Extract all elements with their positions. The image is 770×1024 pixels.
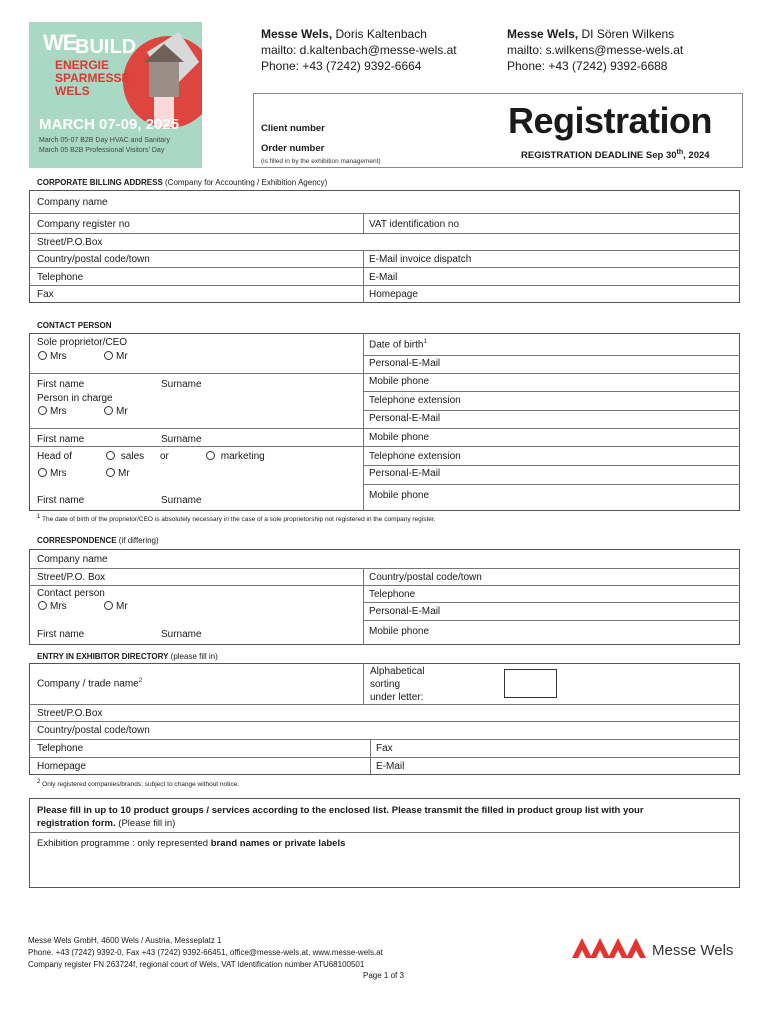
billing-email-invoice[interactable]: E-Mail invoice dispatch: [369, 254, 472, 265]
billing-heading-note: (Company for Accounting / Exhibition Agency): [162, 178, 328, 187]
person-in-charge-label: Person in charge: [37, 393, 113, 404]
dir-alpha-label: [370, 665, 424, 704]
radio-icon: [106, 468, 115, 477]
radio-icon: [206, 451, 215, 460]
head-mr-label: Mr: [118, 468, 130, 479]
contact2-company: Messe Wels,: [507, 27, 579, 41]
footnote1-sup: 1: [37, 514, 41, 520]
dir-heading-text: ENTRY IN EXHIBITOR DIRECTORY: [37, 652, 169, 661]
billing-heading-text: CORPORATE BILLING ADDRESS: [37, 178, 163, 187]
contact2-mail[interactable]: mailto: s.wilkens@messe-wels.at: [507, 43, 684, 57]
messe-wels-mark-icon: [572, 934, 650, 962]
head-surname[interactable]: Surname: [161, 495, 202, 506]
dir-telephone[interactable]: Telephone: [37, 743, 84, 754]
pic-tel-ext[interactable]: Telephone extension: [369, 395, 461, 406]
footnote-1: [37, 514, 436, 523]
deadline-year: , 2024: [683, 150, 710, 162]
billing-register-no[interactable]: Company register no: [37, 219, 130, 230]
dir-sup: 2: [138, 678, 143, 684]
contact-block-1: [261, 26, 457, 74]
corr-country[interactable]: Country/postal code/town: [369, 572, 482, 583]
filled-note: (is filled in by the exhibition management): [261, 158, 381, 165]
alpha-line1: Alphabetical: [370, 666, 425, 677]
logo-sub1: March 05-07 B2B Day HVAC and Sanitary: [39, 137, 170, 144]
dir-heading-note: (please fill in): [168, 652, 218, 661]
billing-fax[interactable]: Fax: [37, 289, 54, 300]
radio-icon: [104, 601, 113, 610]
order-number-label: Order number: [261, 143, 325, 154]
products-line2-note: (Please fill in): [115, 818, 176, 829]
billing-email[interactable]: E-Mail: [369, 272, 398, 283]
head-mobile[interactable]: Mobile phone: [369, 490, 430, 501]
logo-sparmesse: SPARMESSE: [55, 71, 130, 85]
billing-country[interactable]: Country/postal code/town: [37, 254, 150, 265]
deadline-text: REGISTRATION DEADLINE Sep 30: [521, 150, 677, 162]
head-of-label: Head of: [37, 451, 73, 462]
logo-date: MARCH 07-09, 2025: [39, 116, 180, 133]
radio-icon: [38, 406, 47, 415]
contact-heading: CONTACT PERSON: [37, 321, 112, 330]
billing-homepage[interactable]: Homepage: [369, 289, 418, 300]
corr-street[interactable]: Street/P.O. Box: [37, 572, 106, 583]
corr-first-name[interactable]: First name: [37, 629, 85, 640]
footer-line3: Company register FN 263724f, regional court of Wels, VAT identification number ATU68100501: [28, 960, 365, 969]
pic-mobile[interactable]: Mobile phone: [369, 432, 430, 443]
footer-line2: Phone. +43 (7242) 9392-0, Fax +43 (7242) 9392-66451, office@messe-wels.at, www.messe-wels.at: [28, 948, 383, 957]
corr-contact-person: Contact person: [37, 588, 105, 599]
corr-mr-radio[interactable]: [104, 601, 128, 612]
sole-surname[interactable]: Surname: [161, 379, 202, 390]
exhibition-programme[interactable]: [37, 838, 345, 849]
head-mr-radio[interactable]: [106, 468, 130, 479]
sole-mobile[interactable]: Mobile phone: [369, 376, 430, 387]
pic-mrs-radio[interactable]: [38, 406, 67, 417]
sole-proprietor-label: Sole proprietor/CEO: [37, 337, 128, 348]
alpha-line2: sorting: [370, 679, 401, 690]
footnote2-sup: 2: [37, 779, 41, 785]
or-label: or: [160, 451, 169, 462]
contact1-company: Messe Wels,: [261, 27, 333, 41]
dir-company-trade-text: Company / trade name: [37, 678, 139, 690]
radio-icon: [104, 406, 113, 415]
brand-name: Messe Wels: [652, 942, 734, 959]
messe-wels-logo: [572, 934, 752, 962]
logo-build: BUILD: [75, 36, 137, 58]
billing-vat[interactable]: VAT identification no: [369, 219, 460, 230]
dob-text: Date of birth: [369, 339, 424, 351]
head-first-name[interactable]: First name: [37, 495, 85, 506]
footnote1-text: The date of birth of the proprietor/CEO is absolutely necessary in the case of a sole proprietorship not registered in the company register.: [42, 516, 436, 524]
sole-mrs-label: Mrs: [50, 351, 67, 362]
corr-surname[interactable]: Surname: [161, 629, 202, 640]
products-instruction-1: Please fill in up to 10 product groups / services according to the enclosed list. Please transmit the filled in product group list with your: [37, 805, 644, 816]
corr-mr-label: Mr: [116, 601, 128, 612]
footer-address: [28, 935, 383, 971]
deadline-sup: th: [676, 149, 684, 156]
contact2-name: DI Sören Wilkens: [578, 27, 675, 41]
pic-first-name[interactable]: First name: [37, 434, 85, 445]
programme-text: Exhibition programme : only represented: [37, 838, 211, 849]
pic-mr-radio[interactable]: [104, 406, 128, 417]
sales-label: sales: [120, 451, 145, 462]
sole-mr-label: Mr: [116, 351, 128, 362]
webuild-logo: [29, 22, 202, 168]
radio-icon: [38, 601, 47, 610]
marketing-label: marketing: [220, 451, 265, 462]
head-mrs-label: Mrs: [50, 468, 67, 479]
dob-sup: 1: [423, 339, 427, 345]
corr-personal-email[interactable]: Personal-E-Mail: [369, 606, 441, 617]
dir-fax[interactable]: Fax: [376, 743, 393, 754]
corr-mrs-label: Mrs: [50, 601, 67, 612]
corr-company-name[interactable]: Company name: [37, 554, 108, 565]
programme-bold: brand names or private labels: [210, 838, 346, 849]
sales-radio[interactable]: [106, 451, 144, 462]
contact1-name: Doris Kaltenbach: [332, 27, 427, 41]
registration-deadline: [521, 149, 710, 161]
corr-mobile[interactable]: Mobile phone: [369, 626, 430, 637]
alpha-letter-input[interactable]: [504, 669, 557, 698]
pic-surname[interactable]: Surname: [161, 434, 202, 445]
date-of-birth[interactable]: [369, 339, 427, 350]
dir-street[interactable]: Street/P.O.Box: [37, 708, 103, 719]
billing-company-name[interactable]: Company name: [37, 197, 108, 208]
contact-block-2: [507, 26, 683, 74]
corr-mrs-radio[interactable]: [38, 601, 67, 612]
pic-personal-email[interactable]: Personal-E-Mail: [369, 413, 441, 424]
billing-street[interactable]: Street/P.O.Box: [37, 237, 103, 248]
logo-energie: ENERGIE: [55, 58, 110, 72]
contact1-phone: Phone: +43 (7242) 9392-6664: [261, 59, 422, 73]
contact1-mail[interactable]: mailto: d.kaltenbach@messe-wels.at: [261, 43, 457, 57]
alpha-line3: under letter:: [370, 692, 424, 703]
billing-heading: [37, 178, 327, 187]
logo-sub2: March 05 B2B Professional Visitors' Day: [39, 147, 165, 154]
corr-heading-note: (if differing): [116, 536, 159, 545]
directory-heading: [37, 652, 218, 661]
correspondence-heading: [37, 536, 159, 545]
corr-heading-text: CORRESPONDENCE: [37, 536, 117, 545]
client-number-label: Client number: [261, 123, 325, 134]
pic-mr-label: Mr: [116, 406, 128, 417]
head-tel-ext[interactable]: Telephone extension: [369, 451, 461, 462]
sole-personal-email[interactable]: Personal-E-Mail: [369, 358, 441, 369]
radio-icon: [104, 351, 113, 360]
radio-icon: [38, 468, 47, 477]
dir-homepage[interactable]: Homepage: [37, 761, 86, 772]
billing-box: [29, 190, 740, 303]
billing-telephone[interactable]: Telephone: [37, 272, 84, 283]
footer-line1: Messe Wels GmbH, 4600 Wels / Austria, Messeplatz 1: [28, 936, 222, 945]
corr-telephone[interactable]: Telephone: [369, 589, 416, 600]
products-instruction-2: [37, 818, 175, 829]
dir-email[interactable]: E-Mail: [376, 761, 405, 772]
marketing-radio[interactable]: [206, 451, 265, 462]
radio-icon: [38, 351, 47, 360]
logo-wels: WELS: [55, 84, 90, 98]
radio-icon: [106, 451, 115, 460]
sole-first-name[interactable]: First name: [37, 379, 85, 390]
footnote-2: [37, 779, 239, 788]
page-title: Registration: [508, 100, 713, 141]
footnote2-text: Only registered companies/brands; subject to change without notice.: [42, 781, 240, 789]
head-personal-email[interactable]: Personal-E-Mail: [369, 468, 441, 479]
products-line2: registration form.: [37, 818, 116, 829]
dir-company-trade[interactable]: [37, 678, 142, 689]
pic-mrs-label: Mrs: [50, 406, 67, 417]
page-number: Page 1 of 3: [363, 971, 404, 980]
head-mrs-radio[interactable]: [38, 468, 67, 479]
sole-mrs-radio[interactable]: [38, 351, 67, 362]
sole-mr-radio[interactable]: [104, 351, 128, 362]
contact2-phone: Phone: +43 (7242) 9392-6688: [507, 59, 668, 73]
logo-we: WE: [43, 30, 77, 55]
dir-country[interactable]: Country/postal code/town: [37, 725, 150, 736]
